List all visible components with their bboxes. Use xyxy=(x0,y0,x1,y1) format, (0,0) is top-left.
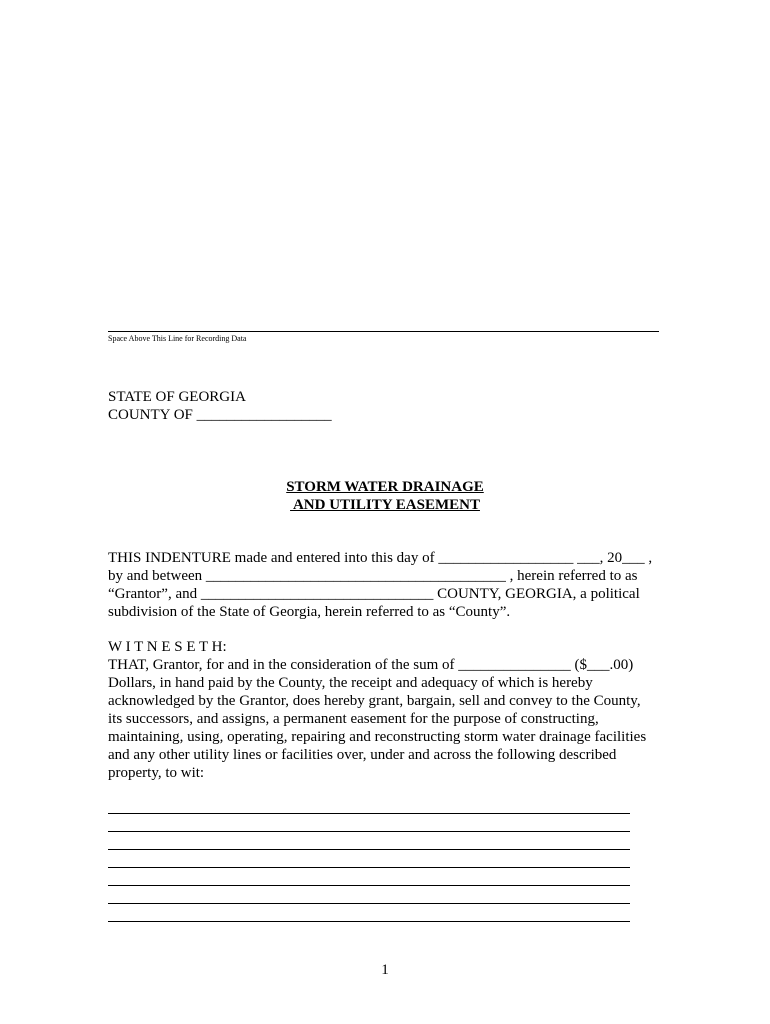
property-description-blank-line[interactable] xyxy=(108,903,630,904)
county-line: COUNTY OF __________________ xyxy=(108,407,332,423)
document-title xyxy=(108,478,662,514)
paragraph-line: acknowledged by the Grantor, does hereby grant, bargain, sell and convey to the County, xyxy=(108,693,641,709)
paragraph-line: by and between ________________________________________ , herein referred to as xyxy=(108,568,638,584)
title-line-1: STORM WATER DRAINAGE xyxy=(286,479,484,495)
recording-divider xyxy=(108,331,659,332)
paragraph-line: THAT, Grantor, for and in the consideration of the sum of _______________ ($___.00) xyxy=(108,657,634,673)
witnesseth-section xyxy=(108,638,664,782)
indenture-paragraph xyxy=(108,549,664,621)
recording-label: Space Above This Line for Recording Data xyxy=(108,334,247,343)
witnesseth-heading: W I T N E S E T H: xyxy=(108,639,227,655)
paragraph-line: property, to wit: xyxy=(108,765,205,781)
jurisdiction-heading xyxy=(108,388,332,424)
state-line: STATE OF GEORGIA xyxy=(108,389,246,405)
paragraph-line: subdivision of the State of Georgia, herein referred to as “County”. xyxy=(108,604,511,620)
paragraph-line: THIS INDENTURE made and entered into this day of __________________ ___, 20___ , xyxy=(108,550,653,566)
property-description-blank-line[interactable] xyxy=(108,849,630,850)
property-description-blank-line[interactable] xyxy=(108,813,630,814)
paragraph-line: maintaining, using, operating, repairing and reconstructing storm water drainage facilities xyxy=(108,729,647,745)
paragraph-line: Dollars, in hand paid by the County, the receipt and adequacy of which is hereby xyxy=(108,675,593,691)
property-description-blank-line[interactable] xyxy=(108,867,630,868)
property-description-blank-line[interactable] xyxy=(108,831,630,832)
paragraph-line: and any other utility lines or facilities over, under and across the following described xyxy=(108,747,617,763)
title-line-2: AND UTILITY EASEMENT xyxy=(290,497,480,513)
property-description-blank-line[interactable] xyxy=(108,885,630,886)
paragraph-line: “Grantor”, and _______________________________ COUNTY, GEORGIA, a political xyxy=(108,586,640,602)
property-description-blank-line[interactable] xyxy=(108,921,630,922)
page-number: 1 xyxy=(381,962,389,978)
paragraph-line: its successors, and assigns, a permanent easement for the purpose of constructing, xyxy=(108,711,599,727)
